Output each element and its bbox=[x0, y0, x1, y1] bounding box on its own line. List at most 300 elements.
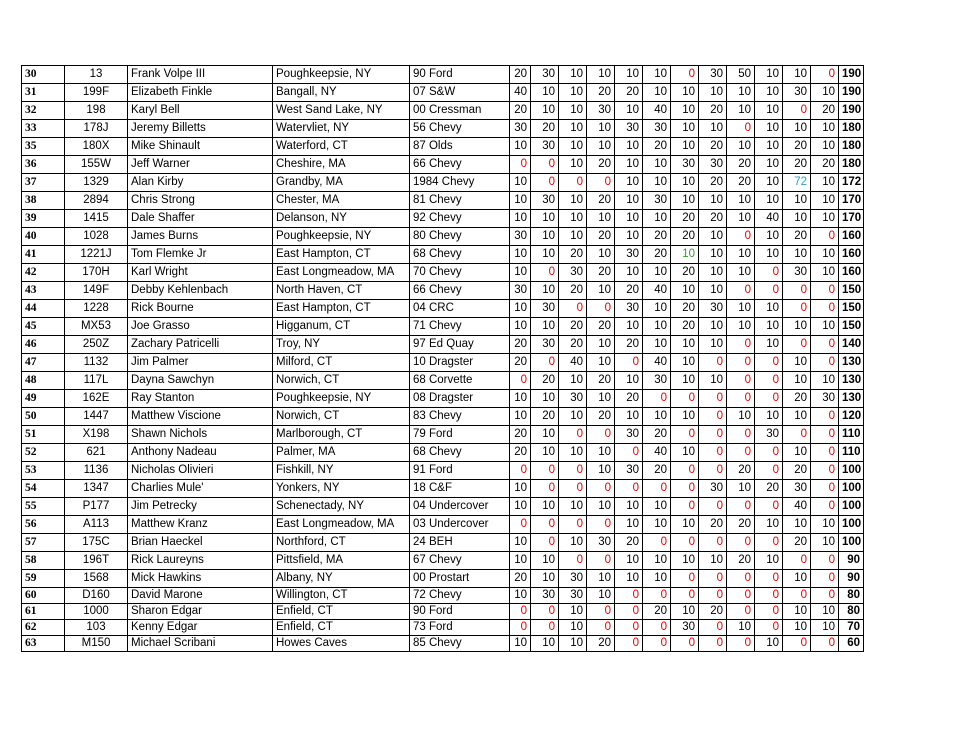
race-points-cell: 0 bbox=[615, 444, 643, 462]
hometown-cell: Watervliet, NY bbox=[273, 120, 410, 138]
race-points-cell: 0 bbox=[811, 282, 839, 300]
race-points-cell: 0 bbox=[727, 604, 755, 620]
race-points-cell: 20 bbox=[783, 462, 811, 480]
race-points-cell: 10 bbox=[615, 66, 643, 84]
driver-name-cell: Mick Hawkins bbox=[128, 570, 273, 588]
car-make-cell: 56 Chevy bbox=[410, 120, 510, 138]
driver-name-cell: Tom Flemke Jr bbox=[128, 246, 273, 264]
standings-rows bbox=[22, 66, 932, 652]
race-points-cell: 20 bbox=[727, 462, 755, 480]
car-make-cell: 90 Ford bbox=[410, 604, 510, 620]
race-points-cell: 30 bbox=[587, 534, 615, 552]
race-points-cell: 10 bbox=[671, 192, 699, 210]
total-points-cell: 110 bbox=[839, 444, 864, 462]
race-points-cell: 10 bbox=[671, 444, 699, 462]
driver-name-cell: Mike Shinault bbox=[128, 138, 273, 156]
car-make-cell: 73 Ford bbox=[410, 620, 510, 636]
race-points-cell: 0 bbox=[615, 636, 643, 652]
race-points-cell: 0 bbox=[559, 480, 587, 498]
race-points-cell: 10 bbox=[671, 120, 699, 138]
race-points-cell: 0 bbox=[755, 570, 783, 588]
race-points-cell: 0 bbox=[559, 516, 587, 534]
race-points-cell: 40 bbox=[755, 210, 783, 228]
race-points-cell: 10 bbox=[699, 336, 727, 354]
race-points-cell: 0 bbox=[811, 636, 839, 652]
car-make-cell: 10 Dragster bbox=[410, 354, 510, 372]
race-points-cell: 0 bbox=[727, 354, 755, 372]
car-make-cell: 91 Ford bbox=[410, 462, 510, 480]
car-number-cell: 162E bbox=[65, 390, 128, 408]
race-points-cell: 10 bbox=[783, 408, 811, 426]
race-points-cell: 10 bbox=[755, 246, 783, 264]
race-points-cell: 10 bbox=[811, 264, 839, 282]
car-make-cell: 04 CRC bbox=[410, 300, 510, 318]
car-number-cell: P177 bbox=[65, 498, 128, 516]
race-points-cell: 10 bbox=[531, 318, 559, 336]
race-points-cell: 0 bbox=[727, 534, 755, 552]
driver-name-cell: David Marone bbox=[128, 588, 273, 604]
car-number-cell: 199F bbox=[65, 84, 128, 102]
race-points-cell: 0 bbox=[811, 336, 839, 354]
race-points-cell: 0 bbox=[531, 534, 559, 552]
car-number-cell: 180X bbox=[65, 138, 128, 156]
race-points-cell: 0 bbox=[811, 66, 839, 84]
race-points-cell: 30 bbox=[643, 372, 671, 390]
race-points-cell: 10 bbox=[510, 300, 531, 318]
race-points-cell: 10 bbox=[531, 498, 559, 516]
race-points-cell: 10 bbox=[811, 120, 839, 138]
position-cell: 58 bbox=[22, 552, 65, 570]
race-points-cell: 10 bbox=[671, 516, 699, 534]
race-points-cell: 10 bbox=[559, 210, 587, 228]
driver-name-cell: Sharon Edgar bbox=[128, 604, 273, 620]
car-number-cell: 1228 bbox=[65, 300, 128, 318]
race-points-cell: 10 bbox=[559, 228, 587, 246]
race-points-cell: 20 bbox=[727, 516, 755, 534]
table-row bbox=[22, 372, 932, 390]
race-points-cell: 0 bbox=[783, 102, 811, 120]
race-points-cell: 30 bbox=[615, 120, 643, 138]
race-points-cell: 0 bbox=[811, 444, 839, 462]
race-points-cell: 10 bbox=[755, 336, 783, 354]
table-row bbox=[22, 228, 932, 246]
car-make-cell: 68 Chevy bbox=[410, 246, 510, 264]
race-points-cell: 10 bbox=[643, 300, 671, 318]
car-number-cell: 2894 bbox=[65, 192, 128, 210]
hometown-cell: Willington, CT bbox=[273, 588, 410, 604]
standings-table bbox=[21, 65, 932, 652]
race-points-cell: 40 bbox=[783, 498, 811, 516]
race-points-cell: 0 bbox=[755, 620, 783, 636]
hometown-cell: Waterford, CT bbox=[273, 138, 410, 156]
total-points-cell: 190 bbox=[839, 66, 864, 84]
table-row bbox=[22, 282, 932, 300]
car-number-cell: 155W bbox=[65, 156, 128, 174]
position-cell: 45 bbox=[22, 318, 65, 336]
race-points-cell: 10 bbox=[615, 138, 643, 156]
race-points-cell: 20 bbox=[699, 604, 727, 620]
race-points-cell: 0 bbox=[671, 534, 699, 552]
total-points-cell: 150 bbox=[839, 300, 864, 318]
car-make-cell: 68 Corvette bbox=[410, 372, 510, 390]
hometown-cell: Poughkeepsie, NY bbox=[273, 390, 410, 408]
race-points-cell: 10 bbox=[811, 174, 839, 192]
driver-name-cell: Jeremy Billetts bbox=[128, 120, 273, 138]
race-points-cell: 10 bbox=[510, 246, 531, 264]
race-points-cell: 10 bbox=[559, 604, 587, 620]
race-points-cell: 10 bbox=[587, 498, 615, 516]
race-points-cell: 20 bbox=[643, 462, 671, 480]
race-points-cell: 10 bbox=[587, 210, 615, 228]
table-row bbox=[22, 552, 932, 570]
race-points-cell: 0 bbox=[755, 462, 783, 480]
race-points-cell: 0 bbox=[811, 354, 839, 372]
race-points-cell: 0 bbox=[643, 588, 671, 604]
total-points-cell: 150 bbox=[839, 282, 864, 300]
race-points-cell: 0 bbox=[587, 174, 615, 192]
race-points-cell: 10 bbox=[531, 282, 559, 300]
race-points-cell: 10 bbox=[559, 102, 587, 120]
race-points-cell: 10 bbox=[755, 552, 783, 570]
race-points-cell: 0 bbox=[587, 552, 615, 570]
race-points-cell: 0 bbox=[615, 620, 643, 636]
race-points-cell: 10 bbox=[783, 210, 811, 228]
table-row bbox=[22, 426, 932, 444]
race-points-cell: 0 bbox=[727, 228, 755, 246]
race-points-cell: 10 bbox=[699, 228, 727, 246]
race-points-cell: 30 bbox=[615, 426, 643, 444]
race-points-cell: 10 bbox=[671, 84, 699, 102]
race-points-cell: 0 bbox=[587, 604, 615, 620]
race-points-cell: 30 bbox=[699, 156, 727, 174]
car-number-cell: 1447 bbox=[65, 408, 128, 426]
position-cell: 36 bbox=[22, 156, 65, 174]
race-points-cell: 0 bbox=[671, 570, 699, 588]
race-points-cell: 20 bbox=[587, 408, 615, 426]
race-points-cell: 0 bbox=[671, 480, 699, 498]
table-row bbox=[22, 534, 932, 552]
race-points-cell: 0 bbox=[671, 498, 699, 516]
race-points-cell: 0 bbox=[755, 354, 783, 372]
race-points-cell: 20 bbox=[671, 264, 699, 282]
table-row bbox=[22, 408, 932, 426]
total-points-cell: 80 bbox=[839, 588, 864, 604]
race-points-cell: 20 bbox=[783, 228, 811, 246]
total-points-cell: 170 bbox=[839, 192, 864, 210]
race-points-cell: 10 bbox=[727, 620, 755, 636]
race-points-cell: 30 bbox=[755, 426, 783, 444]
hometown-cell: Milford, CT bbox=[273, 354, 410, 372]
race-points-cell: 10 bbox=[755, 120, 783, 138]
car-make-cell: 68 Chevy bbox=[410, 444, 510, 462]
table-row bbox=[22, 636, 932, 652]
race-points-cell: 40 bbox=[643, 282, 671, 300]
hometown-cell: Chester, MA bbox=[273, 192, 410, 210]
race-points-cell: 10 bbox=[755, 84, 783, 102]
race-points-cell: 20 bbox=[510, 354, 531, 372]
car-make-cell: 00 Cressman bbox=[410, 102, 510, 120]
race-points-cell: 0 bbox=[587, 480, 615, 498]
race-points-cell: 10 bbox=[671, 102, 699, 120]
race-points-cell: 20 bbox=[699, 174, 727, 192]
race-points-cell: 10 bbox=[811, 534, 839, 552]
car-make-cell: 92 Chevy bbox=[410, 210, 510, 228]
race-points-cell: 20 bbox=[587, 192, 615, 210]
race-points-cell: 10 bbox=[811, 620, 839, 636]
race-points-cell: 10 bbox=[671, 552, 699, 570]
car-make-cell: 66 Chevy bbox=[410, 282, 510, 300]
race-points-cell: 0 bbox=[587, 620, 615, 636]
driver-name-cell: Jim Palmer bbox=[128, 354, 273, 372]
race-points-cell: 10 bbox=[531, 84, 559, 102]
race-points-cell: 10 bbox=[671, 138, 699, 156]
table-row bbox=[22, 570, 932, 588]
race-points-cell: 10 bbox=[811, 516, 839, 534]
race-points-cell: 30 bbox=[615, 462, 643, 480]
race-points-cell: 0 bbox=[559, 426, 587, 444]
race-points-cell: 10 bbox=[727, 480, 755, 498]
race-points-cell: 10 bbox=[755, 228, 783, 246]
race-points-cell: 0 bbox=[510, 462, 531, 480]
hometown-cell: Delanson, NY bbox=[273, 210, 410, 228]
car-make-cell: 83 Chevy bbox=[410, 408, 510, 426]
race-points-cell: 10 bbox=[755, 66, 783, 84]
table-row bbox=[22, 138, 932, 156]
race-points-cell: 30 bbox=[559, 570, 587, 588]
race-points-cell: 20 bbox=[755, 480, 783, 498]
race-points-cell: 10 bbox=[783, 120, 811, 138]
race-points-cell: 10 bbox=[671, 246, 699, 264]
race-points-cell: 30 bbox=[531, 300, 559, 318]
race-points-cell: 10 bbox=[699, 192, 727, 210]
position-cell: 48 bbox=[22, 372, 65, 390]
position-cell: 59 bbox=[22, 570, 65, 588]
hometown-cell: Cheshire, MA bbox=[273, 156, 410, 174]
race-points-cell: 0 bbox=[811, 408, 839, 426]
race-points-cell: 10 bbox=[783, 372, 811, 390]
race-points-cell: 10 bbox=[727, 246, 755, 264]
driver-name-cell: Joe Grasso bbox=[128, 318, 273, 336]
race-points-cell: 0 bbox=[531, 480, 559, 498]
race-points-cell: 10 bbox=[615, 516, 643, 534]
table-row bbox=[22, 516, 932, 534]
race-points-cell: 0 bbox=[727, 498, 755, 516]
race-points-cell: 20 bbox=[783, 534, 811, 552]
race-points-cell: 10 bbox=[531, 552, 559, 570]
race-points-cell: 0 bbox=[531, 354, 559, 372]
race-points-cell: 30 bbox=[783, 480, 811, 498]
hometown-cell: Enfield, CT bbox=[273, 604, 410, 620]
total-points-cell: 190 bbox=[839, 102, 864, 120]
hometown-cell: Marlborough, CT bbox=[273, 426, 410, 444]
race-points-cell: 10 bbox=[643, 570, 671, 588]
race-points-cell: 20 bbox=[643, 228, 671, 246]
car-number-cell: 149F bbox=[65, 282, 128, 300]
driver-name-cell: Dale Shaffer bbox=[128, 210, 273, 228]
car-make-cell: 03 Undercover bbox=[410, 516, 510, 534]
race-points-cell: 10 bbox=[559, 84, 587, 102]
driver-name-cell: Nicholas Olivieri bbox=[128, 462, 273, 480]
race-points-cell: 0 bbox=[699, 462, 727, 480]
car-number-cell: 1000 bbox=[65, 604, 128, 620]
race-points-cell: 10 bbox=[510, 552, 531, 570]
race-points-cell: 0 bbox=[811, 498, 839, 516]
race-points-cell: 10 bbox=[643, 516, 671, 534]
race-points-cell: 0 bbox=[643, 480, 671, 498]
race-points-cell: 0 bbox=[755, 604, 783, 620]
position-cell: 51 bbox=[22, 426, 65, 444]
race-points-cell: 0 bbox=[755, 498, 783, 516]
car-number-cell: A113 bbox=[65, 516, 128, 534]
driver-name-cell: Jim Petrecky bbox=[128, 498, 273, 516]
total-points-cell: 180 bbox=[839, 138, 864, 156]
driver-name-cell: Zachary Patricelli bbox=[128, 336, 273, 354]
race-points-cell: 30 bbox=[615, 246, 643, 264]
race-points-cell: 10 bbox=[643, 210, 671, 228]
race-points-cell: 0 bbox=[615, 354, 643, 372]
race-points-cell: 0 bbox=[615, 480, 643, 498]
table-row bbox=[22, 192, 932, 210]
race-points-cell: 20 bbox=[510, 570, 531, 588]
race-points-cell: 10 bbox=[727, 408, 755, 426]
position-cell: 55 bbox=[22, 498, 65, 516]
race-points-cell: 10 bbox=[510, 390, 531, 408]
total-points-cell: 100 bbox=[839, 480, 864, 498]
race-points-cell: 20 bbox=[587, 264, 615, 282]
table-row bbox=[22, 588, 932, 604]
car-number-cell: M150 bbox=[65, 636, 128, 652]
race-points-cell: 0 bbox=[727, 390, 755, 408]
race-points-cell: 10 bbox=[531, 444, 559, 462]
race-points-cell: 20 bbox=[510, 426, 531, 444]
race-points-cell: 0 bbox=[755, 534, 783, 552]
race-points-cell: 30 bbox=[531, 66, 559, 84]
race-points-cell: 20 bbox=[643, 604, 671, 620]
total-points-cell: 170 bbox=[839, 210, 864, 228]
race-points-cell: 10 bbox=[755, 516, 783, 534]
car-make-cell: 00 Prostart bbox=[410, 570, 510, 588]
race-points-cell: 10 bbox=[699, 264, 727, 282]
race-points-cell: 10 bbox=[587, 444, 615, 462]
race-points-cell: 10 bbox=[811, 372, 839, 390]
race-points-cell: 30 bbox=[559, 588, 587, 604]
race-points-cell: 10 bbox=[783, 620, 811, 636]
race-points-cell: 30 bbox=[559, 390, 587, 408]
race-points-cell: 0 bbox=[727, 372, 755, 390]
car-number-cell: 103 bbox=[65, 620, 128, 636]
hometown-cell: Higganum, CT bbox=[273, 318, 410, 336]
race-points-cell: 10 bbox=[755, 102, 783, 120]
table-row bbox=[22, 84, 932, 102]
race-points-cell: 0 bbox=[615, 588, 643, 604]
race-points-cell: 10 bbox=[811, 246, 839, 264]
race-points-cell: 0 bbox=[755, 264, 783, 282]
race-points-cell: 10 bbox=[559, 120, 587, 138]
position-cell: 49 bbox=[22, 390, 65, 408]
car-make-cell: 97 Ed Quay bbox=[410, 336, 510, 354]
race-points-cell: 30 bbox=[531, 336, 559, 354]
driver-name-cell: Jeff Warner bbox=[128, 156, 273, 174]
race-points-cell: 10 bbox=[783, 570, 811, 588]
race-points-cell: 10 bbox=[559, 372, 587, 390]
race-points-cell: 10 bbox=[783, 192, 811, 210]
car-number-cell: 250Z bbox=[65, 336, 128, 354]
race-points-cell: 10 bbox=[699, 282, 727, 300]
race-points-cell: 0 bbox=[643, 620, 671, 636]
race-points-cell: 20 bbox=[671, 228, 699, 246]
total-points-cell: 60 bbox=[839, 636, 864, 652]
race-points-cell: 10 bbox=[671, 336, 699, 354]
race-points-cell: 10 bbox=[811, 192, 839, 210]
car-make-cell: 66 Chevy bbox=[410, 156, 510, 174]
race-points-cell: 10 bbox=[727, 318, 755, 336]
car-make-cell: 70 Chevy bbox=[410, 264, 510, 282]
race-points-cell: 0 bbox=[699, 620, 727, 636]
race-points-cell: 40 bbox=[643, 444, 671, 462]
race-points-cell: 30 bbox=[615, 300, 643, 318]
race-points-cell: 10 bbox=[531, 210, 559, 228]
race-points-cell: 0 bbox=[727, 636, 755, 652]
hometown-cell: Yonkers, NY bbox=[273, 480, 410, 498]
total-points-cell: 120 bbox=[839, 408, 864, 426]
car-make-cell: 24 BEH bbox=[410, 534, 510, 552]
race-points-cell: 10 bbox=[671, 354, 699, 372]
race-points-cell: 10 bbox=[587, 282, 615, 300]
race-points-cell: 10 bbox=[643, 552, 671, 570]
race-points-cell: 10 bbox=[671, 282, 699, 300]
race-points-cell: 10 bbox=[783, 354, 811, 372]
race-points-cell: 20 bbox=[643, 246, 671, 264]
driver-name-cell: Matthew Kranz bbox=[128, 516, 273, 534]
race-points-cell: 0 bbox=[811, 552, 839, 570]
race-points-cell: 10 bbox=[727, 264, 755, 282]
table-row bbox=[22, 264, 932, 282]
race-points-cell: 30 bbox=[531, 588, 559, 604]
total-points-cell: 90 bbox=[839, 570, 864, 588]
race-points-cell: 20 bbox=[783, 390, 811, 408]
position-cell: 56 bbox=[22, 516, 65, 534]
race-points-cell: 10 bbox=[783, 318, 811, 336]
race-points-cell: 72 bbox=[783, 174, 811, 192]
driver-name-cell: Michael Scribani bbox=[128, 636, 273, 652]
race-points-cell: 40 bbox=[559, 354, 587, 372]
car-make-cell: 08 Dragster bbox=[410, 390, 510, 408]
race-points-cell: 10 bbox=[510, 318, 531, 336]
race-points-cell: 0 bbox=[699, 444, 727, 462]
race-points-cell: 10 bbox=[671, 408, 699, 426]
total-points-cell: 140 bbox=[839, 336, 864, 354]
race-points-cell: 30 bbox=[811, 390, 839, 408]
hometown-cell: Norwich, CT bbox=[273, 372, 410, 390]
race-points-cell: 0 bbox=[531, 462, 559, 480]
race-points-cell: 20 bbox=[727, 156, 755, 174]
race-points-cell: 0 bbox=[755, 390, 783, 408]
position-cell: 31 bbox=[22, 84, 65, 102]
driver-name-cell: Kenny Edgar bbox=[128, 620, 273, 636]
race-points-cell: 10 bbox=[531, 246, 559, 264]
race-points-cell: 0 bbox=[531, 264, 559, 282]
race-points-cell: 10 bbox=[755, 156, 783, 174]
table-row bbox=[22, 444, 932, 462]
race-points-cell: 30 bbox=[587, 102, 615, 120]
driver-name-cell: Karl Wright bbox=[128, 264, 273, 282]
race-points-cell: 20 bbox=[783, 138, 811, 156]
car-number-cell: 1329 bbox=[65, 174, 128, 192]
table-row bbox=[22, 480, 932, 498]
race-points-cell: 20 bbox=[671, 300, 699, 318]
race-points-cell: 10 bbox=[615, 498, 643, 516]
table-row bbox=[22, 336, 932, 354]
